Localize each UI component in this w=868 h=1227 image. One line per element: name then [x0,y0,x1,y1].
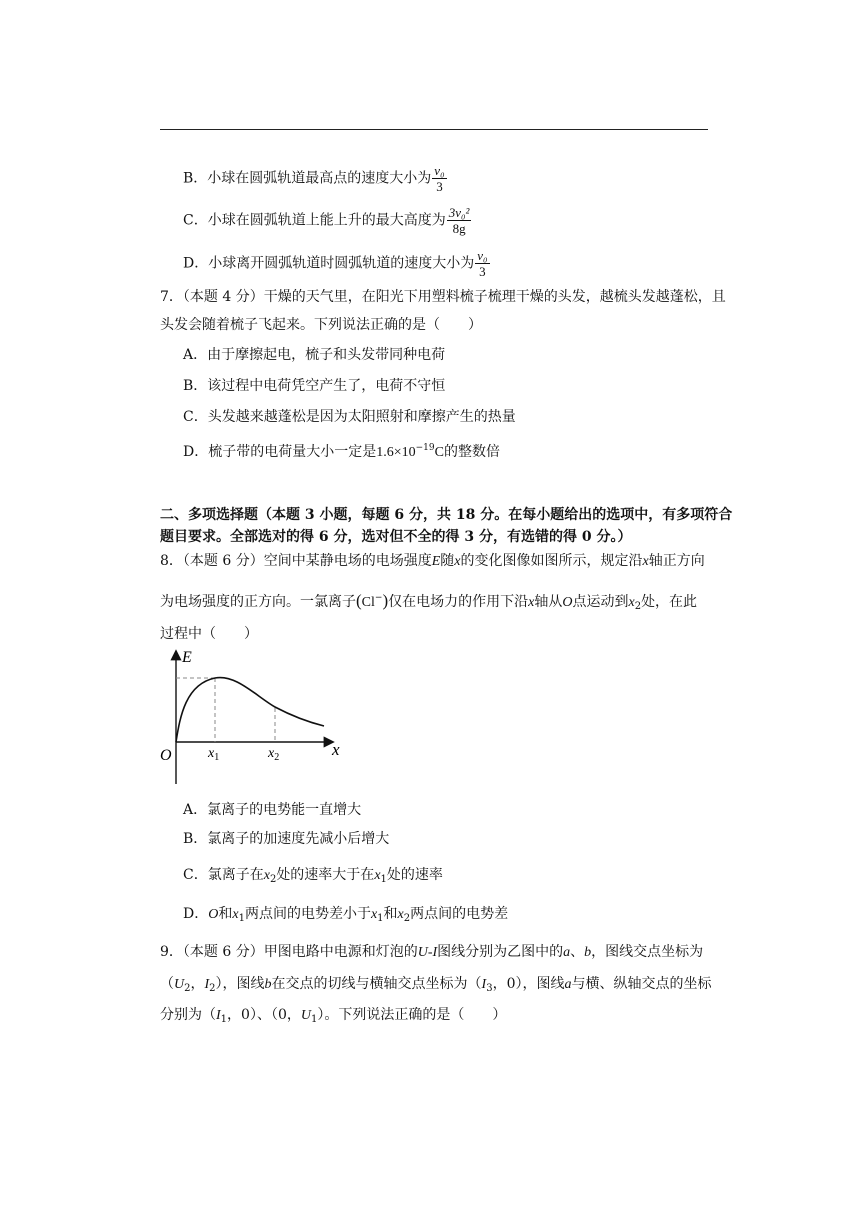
q8-stem-line1: 8．（本题 6 分）空间中某静电场的电场强度E随x的变化图像如图所示，规定沿x轴正方向 [160,553,705,569]
q9-stem-line3: 分别为（$I_1$，0）、（0，$U_1$）。下列说法正确的是（ ） [160,1007,507,1025]
q7-option-a[interactable]: A．由于摩擦起电，梳子和头发带同种电荷 [183,347,446,363]
x1-label: $x_1$ [208,746,220,763]
y-axis-label: E [182,649,192,666]
q8-option-d[interactable]: D．O和$x_1$两点间的电势差小于$x_1$和$x_2$两点间的电势差 [183,906,509,924]
fraction: $\frac{\text{3v₀²}}{8g}$ [448,205,470,236]
q9-stem-line1: 9．（本题 6 分）甲图电路中电源和灯泡的U-I图线分别为乙图中的a、b，图线交点坐标为 [160,944,704,960]
option-text: 小球离开圆弧轨道时圆弧轨道的速度大小为 [208,255,475,272]
q7-stem-line2: 头发会随着梳子飞起来。下列说法正确的是（ ） [160,317,482,333]
option-text: 小球在圆弧轨道上能上升的最大高度为 [207,212,446,229]
q6-option-b[interactable] [183,164,447,193]
option-text: 小球在圆弧轨道最高点的速度大小为 [207,170,432,187]
option-label: B． [183,170,208,187]
q7-option-d[interactable]: D．梳子带的电荷量大小一定是$1.6\times 10^{-19}C$的整数倍 [183,443,500,460]
q8-option-a[interactable]: A．氯离子的电势能一直增大 [183,802,362,818]
q8-stem-line2: 为电场强度的正方向。一氯离子(Cl−)仅在电场力的作用下沿x轴从O点运动到$x_2$处，在此 [160,591,698,612]
section-2-heading-line2: 题目要求。全部选对的得 6 分，选对但不全的得 3 分，有选错的得 0 分。） [160,529,632,545]
x2-label: $x_2$ [268,746,280,763]
q8-option-c[interactable]: C．氯离子在$x_2$处的速率大于在$x_1$处的速率 [183,867,443,885]
e-x-graph [156,644,346,789]
header-rule [160,129,708,130]
q7-stem-line1: 7．（本题 4 分）干燥的天气里，在阳光下用塑料梳子梳理干燥的头发，越梳头发越蓬松，且 [160,289,726,305]
fraction: $\frac{\text{v₀}}{3}$ [434,163,445,194]
q9-stem-line2: （$U_2$，$I_2$），图线b在交点的切线与横轴交点坐标为（$I_3$，0），图线a与横、纵轴交点的坐标 [160,976,712,994]
section-2-heading-line1: 二、多项选择题（本题 3 小题，每题 6 分，共 18 分。在每小题给出的选项中，有多项符合 [160,507,733,523]
q6-option-c[interactable] [183,206,471,235]
q8-stem-line3: 过程中（ ） [160,626,258,642]
origin-label: O [160,747,172,764]
q7-option-c[interactable]: C．头发越来越蓬松是因为太阳照射和摩擦产生的热量 [183,409,516,425]
q6-option-d[interactable] [183,249,490,278]
e-curve [176,678,324,742]
q8-option-b[interactable]: B．氯离子的加速度先减小后增大 [183,831,390,847]
option-label: D． [183,255,209,272]
x-axis-label: x [332,740,340,759]
option-label: C． [183,212,208,229]
q7-option-b[interactable]: B．该过程中电荷凭空产生了，电荷不守恒 [183,378,446,394]
fraction: $\frac{\text{v₀}}{3}$ [477,248,488,279]
